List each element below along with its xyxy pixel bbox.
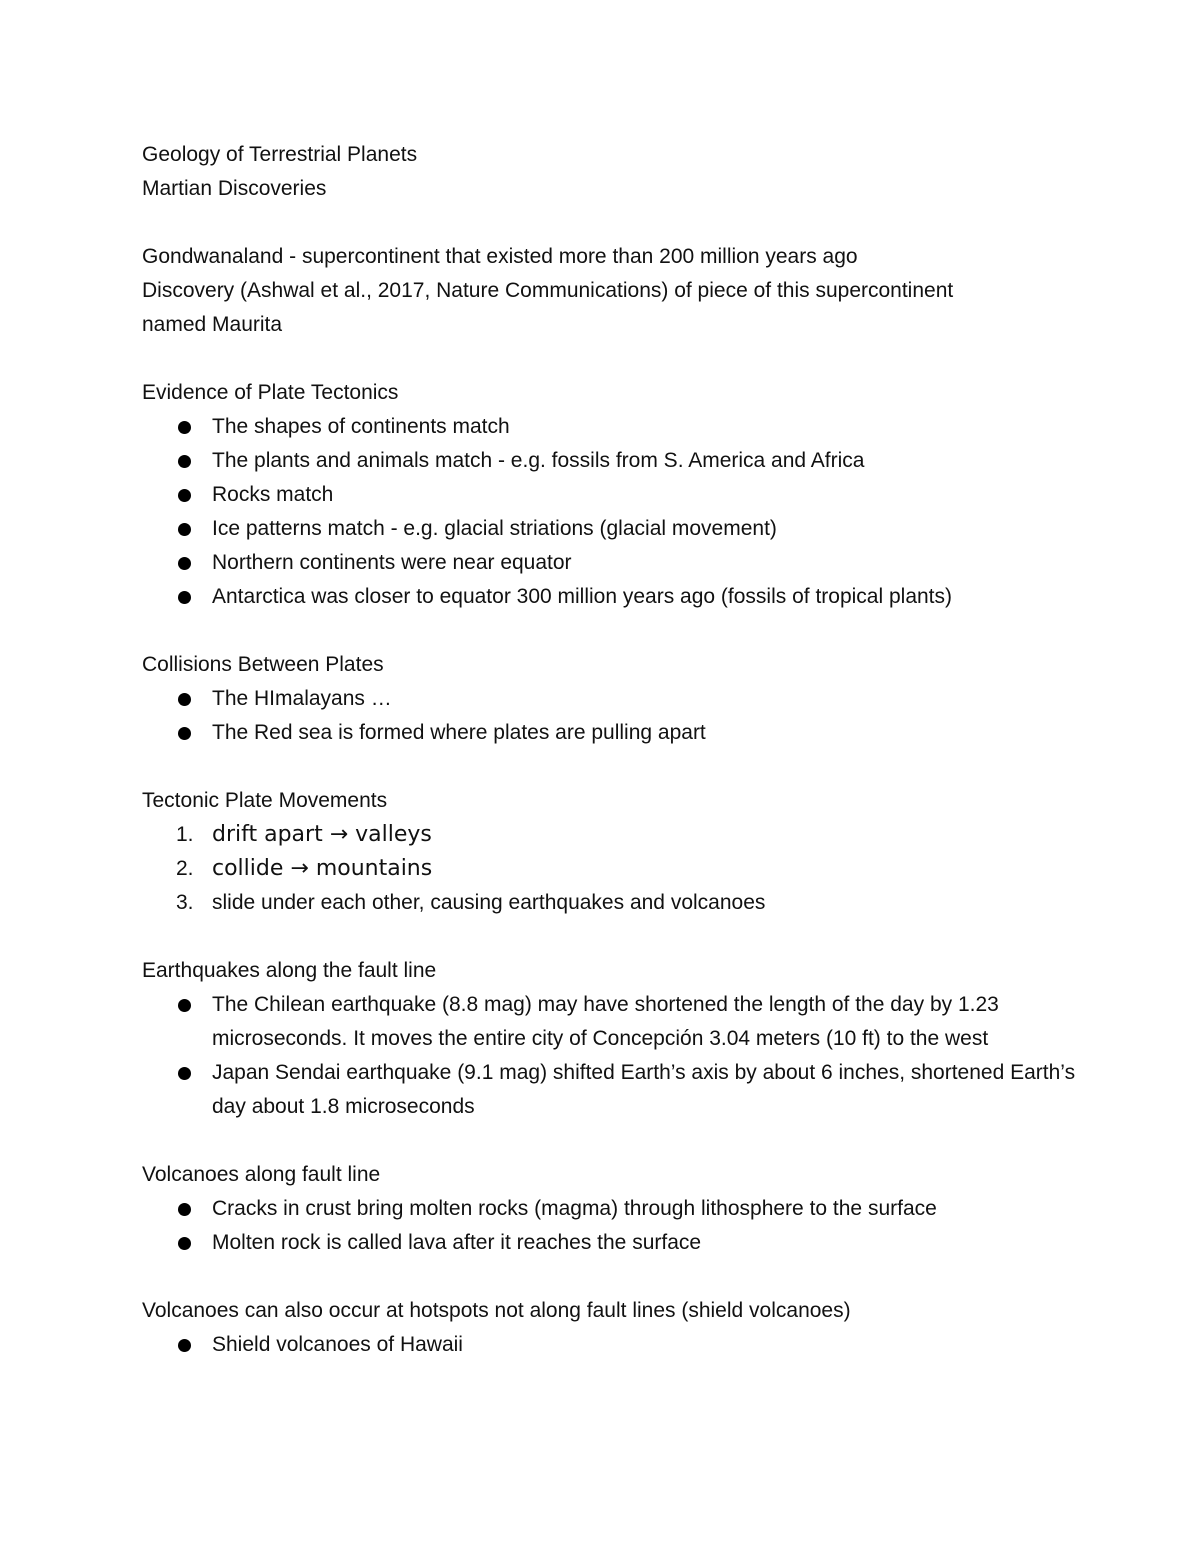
item-number: 3. (176, 891, 194, 914)
list-item-text: Ice patterns match - e.g. glacial striations (glacial movement) (212, 517, 777, 540)
list-item-text: The Red sea is formed where plates are pulling apart (212, 721, 706, 744)
list-item-text: The Chilean earthquake (8.8 mag) may have shortened the length of the day by 1.23 microseconds. It moves the entire city of Concepción 3.04 meters (10 ft) to the west (212, 993, 999, 1050)
bullet-icon (178, 693, 191, 706)
evidence-list (142, 410, 1082, 614)
collisions-list (142, 682, 1082, 750)
list-item-text: The HImalayans … (212, 687, 392, 710)
spacer (142, 342, 1082, 376)
numbered-item (142, 818, 1082, 852)
list-item-text: Shield volcanoes of Hawaii (212, 1333, 463, 1356)
list-item-text: Rocks match (212, 483, 334, 506)
list-item-text: slide under each other, causing earthquakes and volcanoes (212, 891, 766, 914)
section-heading-movements: Tectonic Plate Movements (142, 789, 388, 812)
list-item-text: Antarctica was closer to equator 300 million years ago (fossils of tropical plants) (212, 585, 953, 608)
list-item-text: Molten rock is called lava after it reaches the surface (212, 1231, 702, 1254)
intro-line: Discovery (Ashwal et al., 2017, Nature Communications) of piece of this supercontinent (142, 279, 954, 302)
list-item (142, 512, 1082, 546)
bullet-icon (178, 727, 191, 740)
item-number: 1. (176, 823, 194, 846)
bullet-icon (178, 455, 191, 468)
movements-list (142, 818, 1082, 920)
spacer (142, 206, 1082, 240)
list-item (142, 478, 1082, 512)
section-heading-evidence: Evidence of Plate Tectonics (142, 381, 399, 404)
list-item-text: The shapes of continents match (212, 415, 510, 438)
list-item-text: Japan Sendai earthquake (9.1 mag) shifted Earth’s axis by about 6 inches, shortened Earth’s day about 1.8 microseconds (212, 1061, 1076, 1118)
item-number: 2. (176, 857, 194, 880)
document-subtitle: Martian Discoveries (142, 177, 327, 200)
list-item (142, 682, 1082, 716)
list-item-text: The plants and animals match - e.g. fossils from S. America and Africa (212, 449, 865, 472)
section-heading-collisions: Collisions Between Plates (142, 653, 384, 676)
document-title: Geology of Terrestrial Planets (142, 143, 418, 166)
bullet-icon (178, 999, 191, 1012)
bullet-icon (178, 1339, 191, 1352)
list-item (142, 716, 1082, 750)
hotspots-list (142, 1328, 1082, 1362)
list-item (142, 1226, 1082, 1260)
spacer (142, 750, 1082, 784)
list-item (142, 1056, 1082, 1124)
list-item (142, 988, 1082, 1056)
list-item (142, 580, 1082, 614)
document-page (142, 138, 1082, 1362)
spacer (142, 1124, 1082, 1158)
list-item (142, 410, 1082, 444)
list-item (142, 444, 1082, 478)
spacer (142, 1260, 1082, 1294)
intro-line: Gondwanaland - supercontinent that existed more than 200 million years ago (142, 245, 858, 268)
bullet-icon (178, 421, 191, 434)
list-item-text: Cracks in crust bring molten rocks (magma) through lithosphere to the surface (212, 1197, 937, 1220)
list-item-text: drift apart → valleys (212, 822, 432, 847)
bullet-icon (178, 1067, 191, 1080)
bullet-icon (178, 557, 191, 570)
list-item (142, 546, 1082, 580)
spacer (142, 920, 1082, 954)
numbered-item (142, 886, 1082, 920)
list-item-text: collide → mountains (212, 856, 433, 881)
spacer (142, 614, 1082, 648)
volcanoes-list (142, 1192, 1082, 1260)
numbered-item (142, 852, 1082, 886)
bullet-icon (178, 489, 191, 502)
intro-line: named Maurita (142, 313, 283, 336)
bullet-icon (178, 1237, 191, 1250)
section-heading-hotspots: Volcanoes can also occur at hotspots not along fault lines (shield volcanoes) (142, 1299, 851, 1322)
list-item (142, 1328, 1082, 1362)
list-item-text: Northern continents were near equator (212, 551, 572, 574)
bullet-icon (178, 1203, 191, 1216)
earthquakes-list (142, 988, 1082, 1124)
section-heading-volcanoes: Volcanoes along fault line (142, 1163, 381, 1186)
section-heading-earthquakes: Earthquakes along the fault line (142, 959, 437, 982)
bullet-icon (178, 591, 191, 604)
list-item (142, 1192, 1082, 1226)
bullet-icon (178, 523, 191, 536)
